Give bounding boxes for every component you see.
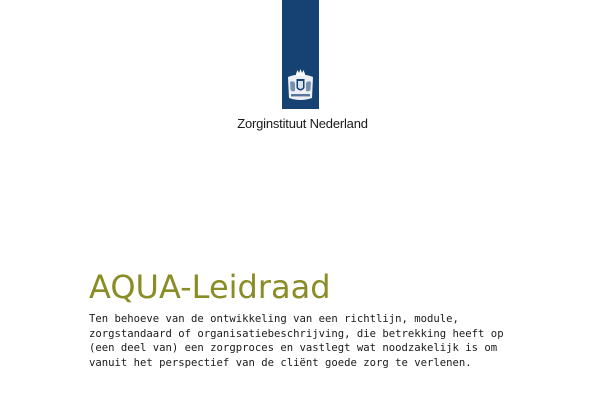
document-description: Ten behoeve van de ontwikkeling van een richtlijn, module, zorgstandaard of organisatiebeschrijving, die betrekking heeft op (een deel van) een zorgproces en vastlegt wat noodzakelijk is om vanuit het perspectief van de cliënt goede zorg te verlenen. bbox=[89, 313, 504, 369]
document-title: AQUA-Leidraad bbox=[89, 268, 331, 306]
logo-bar bbox=[282, 0, 319, 109]
coat-of-arms-icon bbox=[286, 68, 315, 102]
org-name: Zorginstituut Nederland bbox=[237, 116, 368, 131]
